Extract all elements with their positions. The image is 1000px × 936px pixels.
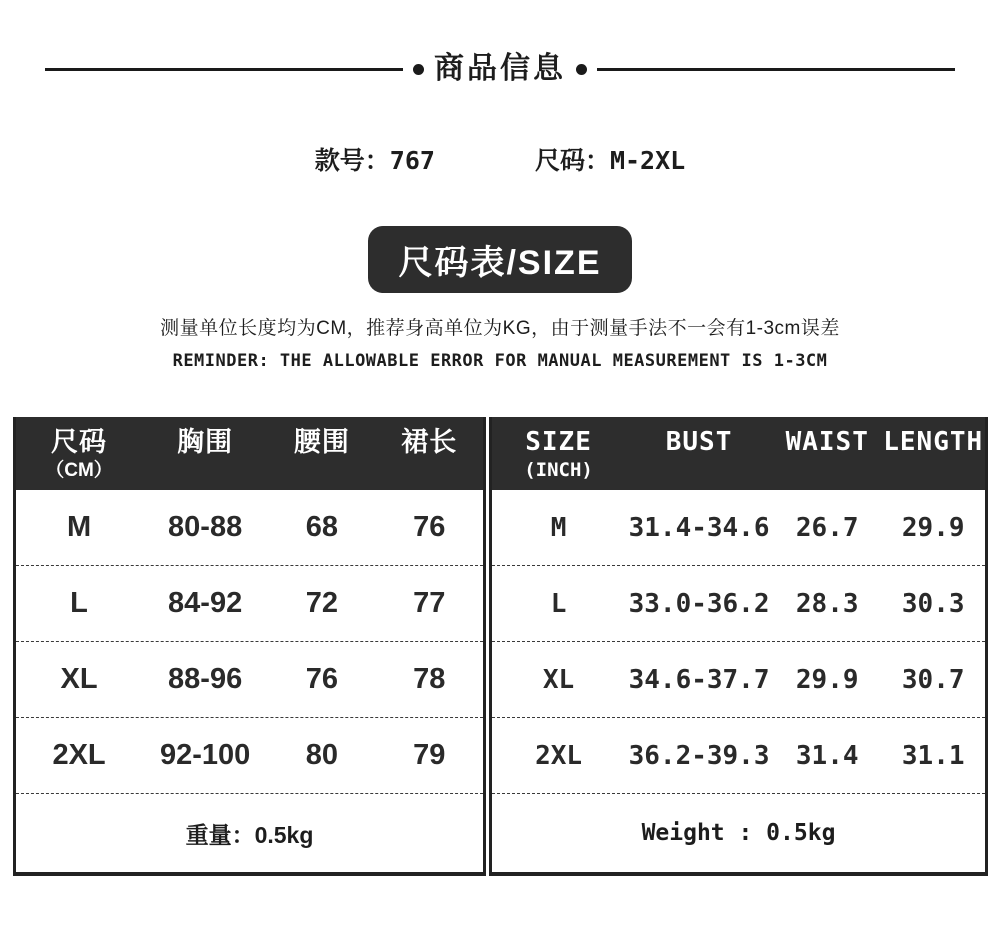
table-cell: 80-88 (168, 511, 243, 543)
section-title: 商品信息 (434, 52, 566, 85)
table-cell: 26.7 (795, 512, 859, 543)
inch-header-row (492, 417, 985, 490)
table-cell: 33.0-36.2 (628, 588, 770, 619)
size-range (535, 146, 685, 176)
divider-line-right (597, 68, 955, 71)
cm-header-size-label: 尺码 (51, 427, 108, 457)
size-chart-badge: 尺码表/SIZE (368, 226, 631, 293)
table-cell: 31.4-34.6 (628, 512, 770, 543)
inch-header-length: LENGTH (883, 427, 984, 457)
cm-weight-footer: 重量：0.5kg (185, 821, 314, 848)
table-cell: 76 (305, 663, 338, 695)
size-table-cm (13, 417, 486, 876)
table-cell: XL (60, 663, 98, 695)
bullet-icon-left (413, 64, 424, 75)
table-cell: 31.4 (795, 740, 859, 771)
cm-header-length: 裙长 (401, 427, 458, 457)
table-cell: 80 (305, 739, 338, 771)
table-cell: 77 (413, 587, 446, 619)
table-cell: 29.9 (795, 664, 859, 695)
table-cell: 72 (305, 587, 338, 619)
inch-row-2xl (492, 718, 985, 794)
product-info-sheet (0, 52, 1000, 876)
table-cell: 88-96 (168, 663, 243, 695)
table-cell: L (70, 587, 88, 619)
divider-line-left (45, 68, 403, 71)
cm-header-bust: 胸围 (177, 427, 234, 457)
table-cell: M (550, 512, 567, 543)
table-cell: L (550, 588, 567, 619)
measurement-note-zh: 测量单位长度均为CM，推荐身高单位为KG，由于测量手法不一会有1-3cm误差 (160, 318, 840, 339)
cm-header-size (16, 428, 142, 482)
table-cell: 79 (413, 739, 446, 771)
table-cell: 36.2-39.3 (628, 740, 770, 771)
cm-header-unit: （CM） (45, 459, 113, 481)
cm-header-waist: 腰围 (293, 427, 350, 457)
size-tables (13, 417, 988, 876)
table-cell: 2XL (535, 740, 583, 771)
cm-row-l (16, 566, 483, 642)
measurement-note-en: REMINDER: THE ALLOWABLE ERROR FOR MANUAL MEASUREMENT IS 1-3CM (172, 351, 828, 371)
table-cell: 76 (413, 511, 446, 543)
cm-row-2xl (16, 718, 483, 794)
inch-header-size-label: SIZE (525, 427, 592, 457)
size-chart-badge-wrap (0, 226, 1000, 293)
inch-header-bust: BUST (665, 427, 733, 457)
product-meta (0, 146, 1000, 176)
inch-weight-footer: Weight : 0.5kg (641, 820, 836, 846)
table-cell: XL (542, 664, 575, 695)
inch-row-l (492, 566, 985, 642)
inch-row-m (492, 490, 985, 566)
style-number (315, 146, 435, 176)
table-cell: 30.7 (901, 664, 965, 695)
size-range-value: M-2XL (609, 146, 686, 175)
table-cell: 34.6-37.7 (628, 664, 770, 695)
cm-row-xl (16, 642, 483, 718)
inch-header-waist: WAIST (785, 427, 869, 457)
table-cell: 28.3 (795, 588, 859, 619)
table-cell: 31.1 (901, 740, 965, 771)
table-cell: 30.3 (901, 588, 965, 619)
inch-header-unit: (INCH) (524, 458, 593, 481)
table-cell: 78 (413, 663, 446, 695)
section-banner (45, 52, 955, 86)
inch-row-xl (492, 642, 985, 718)
style-number-label: 款号： (314, 147, 390, 175)
cm-row-m (16, 490, 483, 566)
bullet-icon-right (576, 64, 587, 75)
cm-header-row (16, 417, 483, 490)
table-cell: 2XL (52, 739, 106, 771)
table-cell: 29.9 (901, 512, 965, 543)
size-range-label: 尺码： (534, 147, 610, 175)
table-cell: 92-100 (159, 739, 251, 771)
table-cell: 84-92 (168, 587, 243, 619)
style-number-value: 767 (389, 146, 435, 175)
inch-header-size (492, 428, 625, 480)
table-cell: 68 (305, 511, 338, 543)
table-cell: M (66, 511, 92, 543)
size-table-inch (489, 417, 988, 876)
